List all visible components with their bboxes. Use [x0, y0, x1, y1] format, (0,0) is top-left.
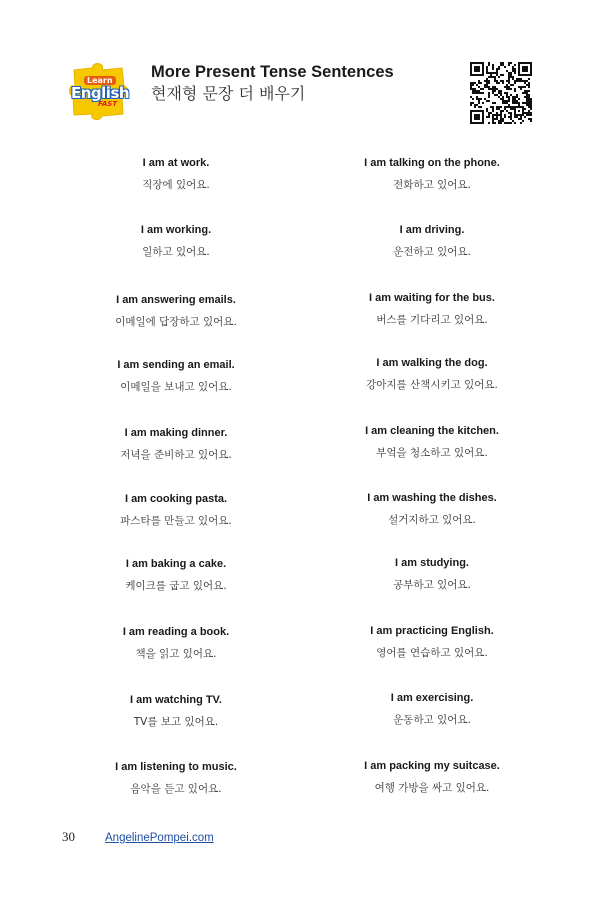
- sentence-pair: [302, 356, 562, 392]
- korean-translation: 운전하고 있어요.: [393, 246, 471, 258]
- korean-translation: 영어를 연습하고 있어요.: [376, 647, 488, 659]
- sentence-pair: [302, 556, 562, 592]
- sentence-pair: [46, 426, 306, 462]
- sentence-pair: [46, 358, 306, 394]
- sentence-pair: [302, 624, 562, 660]
- sentence-pair: [46, 625, 306, 661]
- english-sentence: I am walking the dog.: [376, 357, 488, 369]
- puzzle-logo-icon: [66, 60, 130, 122]
- page-title-korean: 현재형 문장 더 배우기: [151, 84, 306, 103]
- english-sentence: I am watching TV.: [130, 694, 222, 706]
- korean-translation: 이메일에 답장하고 있어요.: [115, 316, 237, 328]
- page-number: 30: [62, 829, 75, 844]
- english-sentence: I am studying.: [395, 557, 469, 569]
- sentence-pair: [46, 293, 306, 329]
- english-sentence: I am packing my suitcase.: [364, 760, 500, 772]
- korean-translation: 운동하고 있어요.: [393, 714, 471, 726]
- english-sentence: I am waiting for the bus.: [369, 292, 495, 304]
- sentence-pair: [46, 760, 306, 796]
- korean-translation: TV를 보고 있어요.: [133, 716, 219, 728]
- english-sentence: I am driving.: [399, 224, 465, 236]
- korean-translation: 강아지를 산책시키고 있어요.: [366, 379, 498, 391]
- korean-translation: 공부하고 있어요.: [393, 579, 471, 591]
- english-sentence: I am cooking pasta.: [124, 493, 228, 505]
- sentence-pair: [302, 691, 562, 727]
- logo-fast-text: FAST: [98, 100, 118, 108]
- logo-english-text: English: [71, 84, 130, 102]
- page-title-english: More Present Tense Sentences: [151, 63, 394, 81]
- korean-translation: 부엌을 청소하고 있어요.: [376, 447, 488, 459]
- korean-translation: 전화하고 있어요.: [393, 179, 471, 191]
- korean-translation: 버스를 기다리고 있어요.: [376, 314, 488, 326]
- english-sentence: I am making dinner.: [124, 427, 228, 439]
- sentence-pair: [302, 424, 562, 460]
- sentence-pair: [46, 557, 306, 593]
- website-link[interactable]: AngelinePompei.com: [105, 832, 214, 844]
- korean-translation: 직장에 있어요.: [142, 179, 210, 191]
- sentence-pair: [46, 156, 306, 192]
- sentence-pair: [302, 759, 562, 795]
- sentence-pair: [302, 291, 562, 327]
- english-sentence: I am answering emails.: [116, 294, 236, 306]
- english-sentence: I am working.: [140, 224, 212, 236]
- english-sentence: I am listening to music.: [115, 761, 237, 773]
- qr-code-icon[interactable]: [470, 62, 532, 124]
- korean-translation: 파스타를 만들고 있어요.: [120, 515, 232, 527]
- learn-english-fast-logo: [66, 60, 130, 122]
- english-sentence: I am at work.: [142, 157, 210, 169]
- sentence-pair: [46, 693, 306, 729]
- korean-translation: 일하고 있어요.: [142, 246, 210, 258]
- english-sentence: I am exercising.: [390, 692, 474, 704]
- korean-translation: 책을 읽고 있어요.: [135, 648, 217, 660]
- english-sentence: I am cleaning the kitchen.: [365, 425, 499, 437]
- korean-translation: 저녁을 준비하고 있어요.: [120, 449, 232, 461]
- sentence-pair: [302, 156, 562, 192]
- korean-translation: 이메일을 보내고 있어요.: [120, 381, 232, 393]
- english-sentence: I am washing the dishes.: [367, 492, 497, 504]
- sentence-pair: [302, 491, 562, 527]
- korean-translation: 음악을 듣고 있어요.: [130, 783, 222, 795]
- sentence-pair: [302, 223, 562, 259]
- korean-translation: 설거지하고 있어요.: [388, 514, 476, 526]
- korean-translation: 케이크를 굽고 있어요.: [125, 580, 227, 592]
- sentence-pair: [46, 223, 306, 259]
- english-sentence: I am baking a cake.: [125, 558, 227, 570]
- english-sentence: I am sending an email.: [117, 359, 235, 371]
- korean-translation: 여행 가방을 싸고 있어요.: [374, 782, 490, 794]
- logo-learn-text: Learn: [84, 76, 116, 85]
- english-sentence: I am talking on the phone.: [364, 157, 500, 169]
- sentence-pair: [46, 492, 306, 528]
- english-sentence: I am practicing English.: [370, 625, 494, 637]
- page-title-block: [151, 62, 394, 105]
- english-sentence: I am reading a book.: [122, 626, 230, 638]
